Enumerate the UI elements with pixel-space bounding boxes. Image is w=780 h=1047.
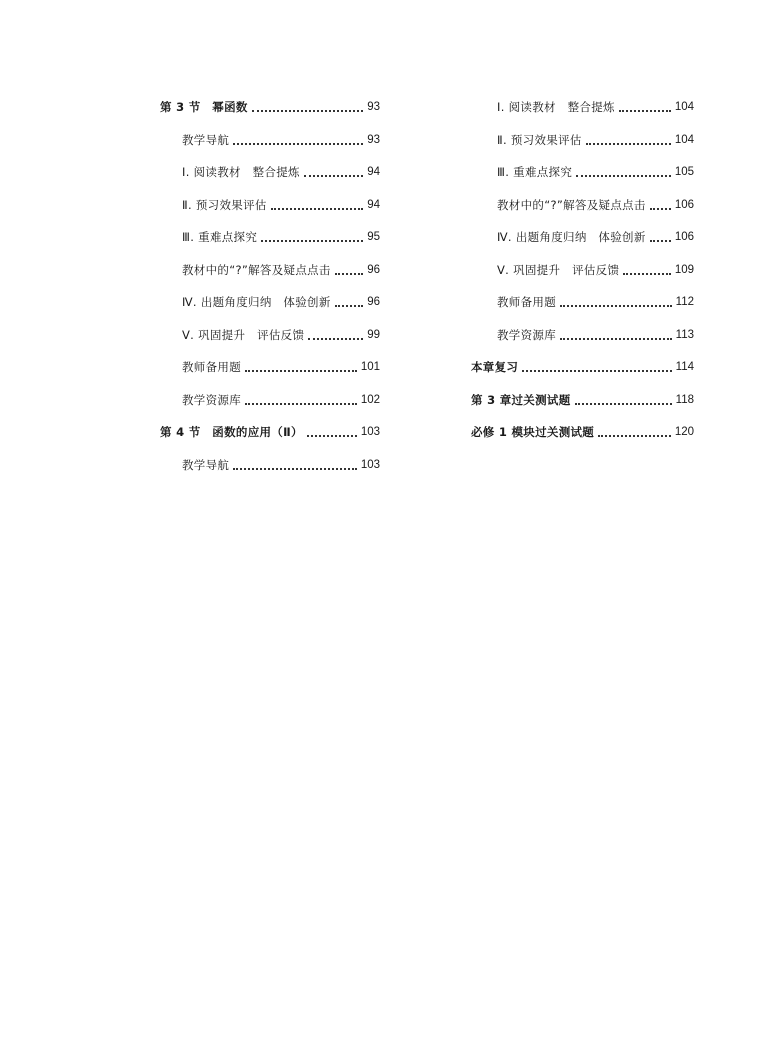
- toc-entry[interactable]: [160, 424, 380, 457]
- toc-entry-title: 第 3 章过关测试题: [471, 392, 571, 407]
- toc-page-number: 113: [675, 328, 694, 341]
- dot-leader: [623, 262, 671, 275]
- toc-entry[interactable]: [160, 327, 380, 360]
- toc-entry-title: 教材中的“?”解答及疑点点击: [182, 262, 331, 277]
- toc-page-number: 95: [367, 231, 380, 243]
- toc-entry-title: Ⅳ. 出题角度归纳 体验创新: [182, 295, 331, 309]
- dot-leader: [335, 294, 364, 307]
- dot-leader: [619, 99, 671, 112]
- toc-page-number: 114: [675, 361, 694, 373]
- toc-page-number: 96: [367, 296, 380, 308]
- toc-entry-title: 第 4 节 函数的应用（Ⅱ）: [160, 425, 303, 439]
- dot-leader: [252, 99, 363, 112]
- toc-entry-title: 教学资源库: [182, 392, 241, 407]
- toc-page-number: 103: [360, 458, 380, 471]
- dot-leader: [233, 132, 363, 145]
- dot-leader: [586, 132, 671, 145]
- toc-page-number: 104: [674, 101, 694, 113]
- toc-entry-title: Ⅴ. 巩固提升 评估反馈: [182, 327, 305, 342]
- toc-entry[interactable]: [471, 359, 694, 392]
- dot-leader: [245, 359, 357, 372]
- toc-entry[interactable]: [471, 262, 694, 295]
- toc-entry-title: 教学导航: [182, 132, 230, 147]
- toc-right-column: [471, 99, 694, 457]
- toc-page-number: 101: [360, 361, 380, 373]
- toc-page-number: 118: [675, 393, 694, 406]
- dot-leader: [560, 327, 672, 340]
- dot-leader: [307, 424, 357, 437]
- toc-entry[interactable]: [160, 132, 380, 165]
- toc-entry-title: Ⅱ. 预习效果评估: [497, 132, 582, 147]
- toc-entry-title: 本章复习: [471, 360, 519, 374]
- toc-entry[interactable]: [160, 392, 380, 425]
- dot-leader: [598, 424, 671, 437]
- toc-entry[interactable]: [160, 457, 380, 490]
- toc-entry-title: 教材中的“?”解答及疑点点击: [497, 197, 646, 212]
- toc-entry[interactable]: [471, 327, 694, 360]
- toc-page-number: 94: [367, 198, 380, 211]
- dot-leader: [576, 164, 671, 177]
- toc-entry-title: 教师备用题: [497, 295, 556, 309]
- dot-leader: [304, 164, 363, 177]
- dot-leader: [261, 229, 363, 242]
- toc-page-number: 106: [674, 231, 694, 243]
- toc-entry[interactable]: [471, 164, 694, 197]
- dot-leader: [308, 327, 363, 340]
- toc-entry[interactable]: [160, 197, 380, 230]
- toc-entry[interactable]: [471, 424, 694, 457]
- dot-leader: [233, 457, 357, 470]
- toc-page-number: 109: [674, 263, 694, 276]
- toc-page-number: 99: [367, 328, 380, 341]
- toc-entry[interactable]: [471, 392, 694, 425]
- dot-leader: [271, 197, 364, 210]
- toc-entry[interactable]: [160, 164, 380, 197]
- toc-entry[interactable]: [471, 294, 694, 327]
- toc-page-number: 120: [674, 426, 694, 438]
- toc-entry-title: Ⅰ. 阅读教材 整合提炼: [497, 100, 615, 114]
- toc-page-number: 94: [367, 166, 380, 178]
- toc-entry-title: Ⅲ. 重难点探究: [182, 230, 258, 244]
- toc-entry-title: Ⅰ. 阅读教材 整合提炼: [182, 165, 300, 179]
- toc-entry[interactable]: [471, 229, 694, 262]
- toc-left-column: [160, 99, 380, 489]
- toc-page-number: 96: [367, 263, 380, 276]
- toc-page-number: 106: [674, 198, 694, 211]
- dot-leader: [575, 392, 672, 405]
- toc-page-number: 93: [367, 133, 380, 146]
- dot-leader: [650, 229, 671, 242]
- toc-entry-title: Ⅴ. 巩固提升 评估反馈: [497, 262, 620, 277]
- toc-page-number: 105: [674, 166, 694, 178]
- toc-page-number: 112: [675, 296, 694, 308]
- toc-entry[interactable]: [471, 197, 694, 230]
- toc-page-number: 102: [360, 393, 380, 406]
- dot-leader: [335, 262, 363, 275]
- toc-entry[interactable]: [160, 262, 380, 295]
- dot-leader: [245, 392, 357, 405]
- toc-entry-title: Ⅲ. 重难点探究: [497, 165, 573, 179]
- toc-entry-title: 教学导航: [182, 457, 230, 472]
- toc-page-number: 93: [367, 101, 380, 113]
- dot-leader: [650, 197, 671, 210]
- toc-page-number: 104: [674, 133, 694, 146]
- toc-entry-title: Ⅳ. 出题角度归纳 体验创新: [497, 230, 646, 244]
- toc-entry[interactable]: [471, 99, 694, 132]
- dot-leader: [560, 294, 672, 307]
- toc-entry[interactable]: [160, 359, 380, 392]
- dot-leader: [522, 359, 671, 372]
- toc-entry-title: 教师备用题: [182, 360, 241, 374]
- toc-entry[interactable]: [160, 229, 380, 262]
- toc-entry-title: 必修 1 模块过关测试题: [471, 425, 595, 439]
- toc-entry-title: Ⅱ. 预习效果评估: [182, 197, 267, 212]
- toc-entry-title: 教学资源库: [497, 327, 556, 342]
- toc-entry-title: 第 3 节 幂函数: [160, 100, 248, 114]
- toc-entry[interactable]: [160, 294, 380, 327]
- toc-entry[interactable]: [160, 99, 380, 132]
- toc-entry[interactable]: [471, 132, 694, 165]
- toc-page-number: 103: [360, 426, 380, 438]
